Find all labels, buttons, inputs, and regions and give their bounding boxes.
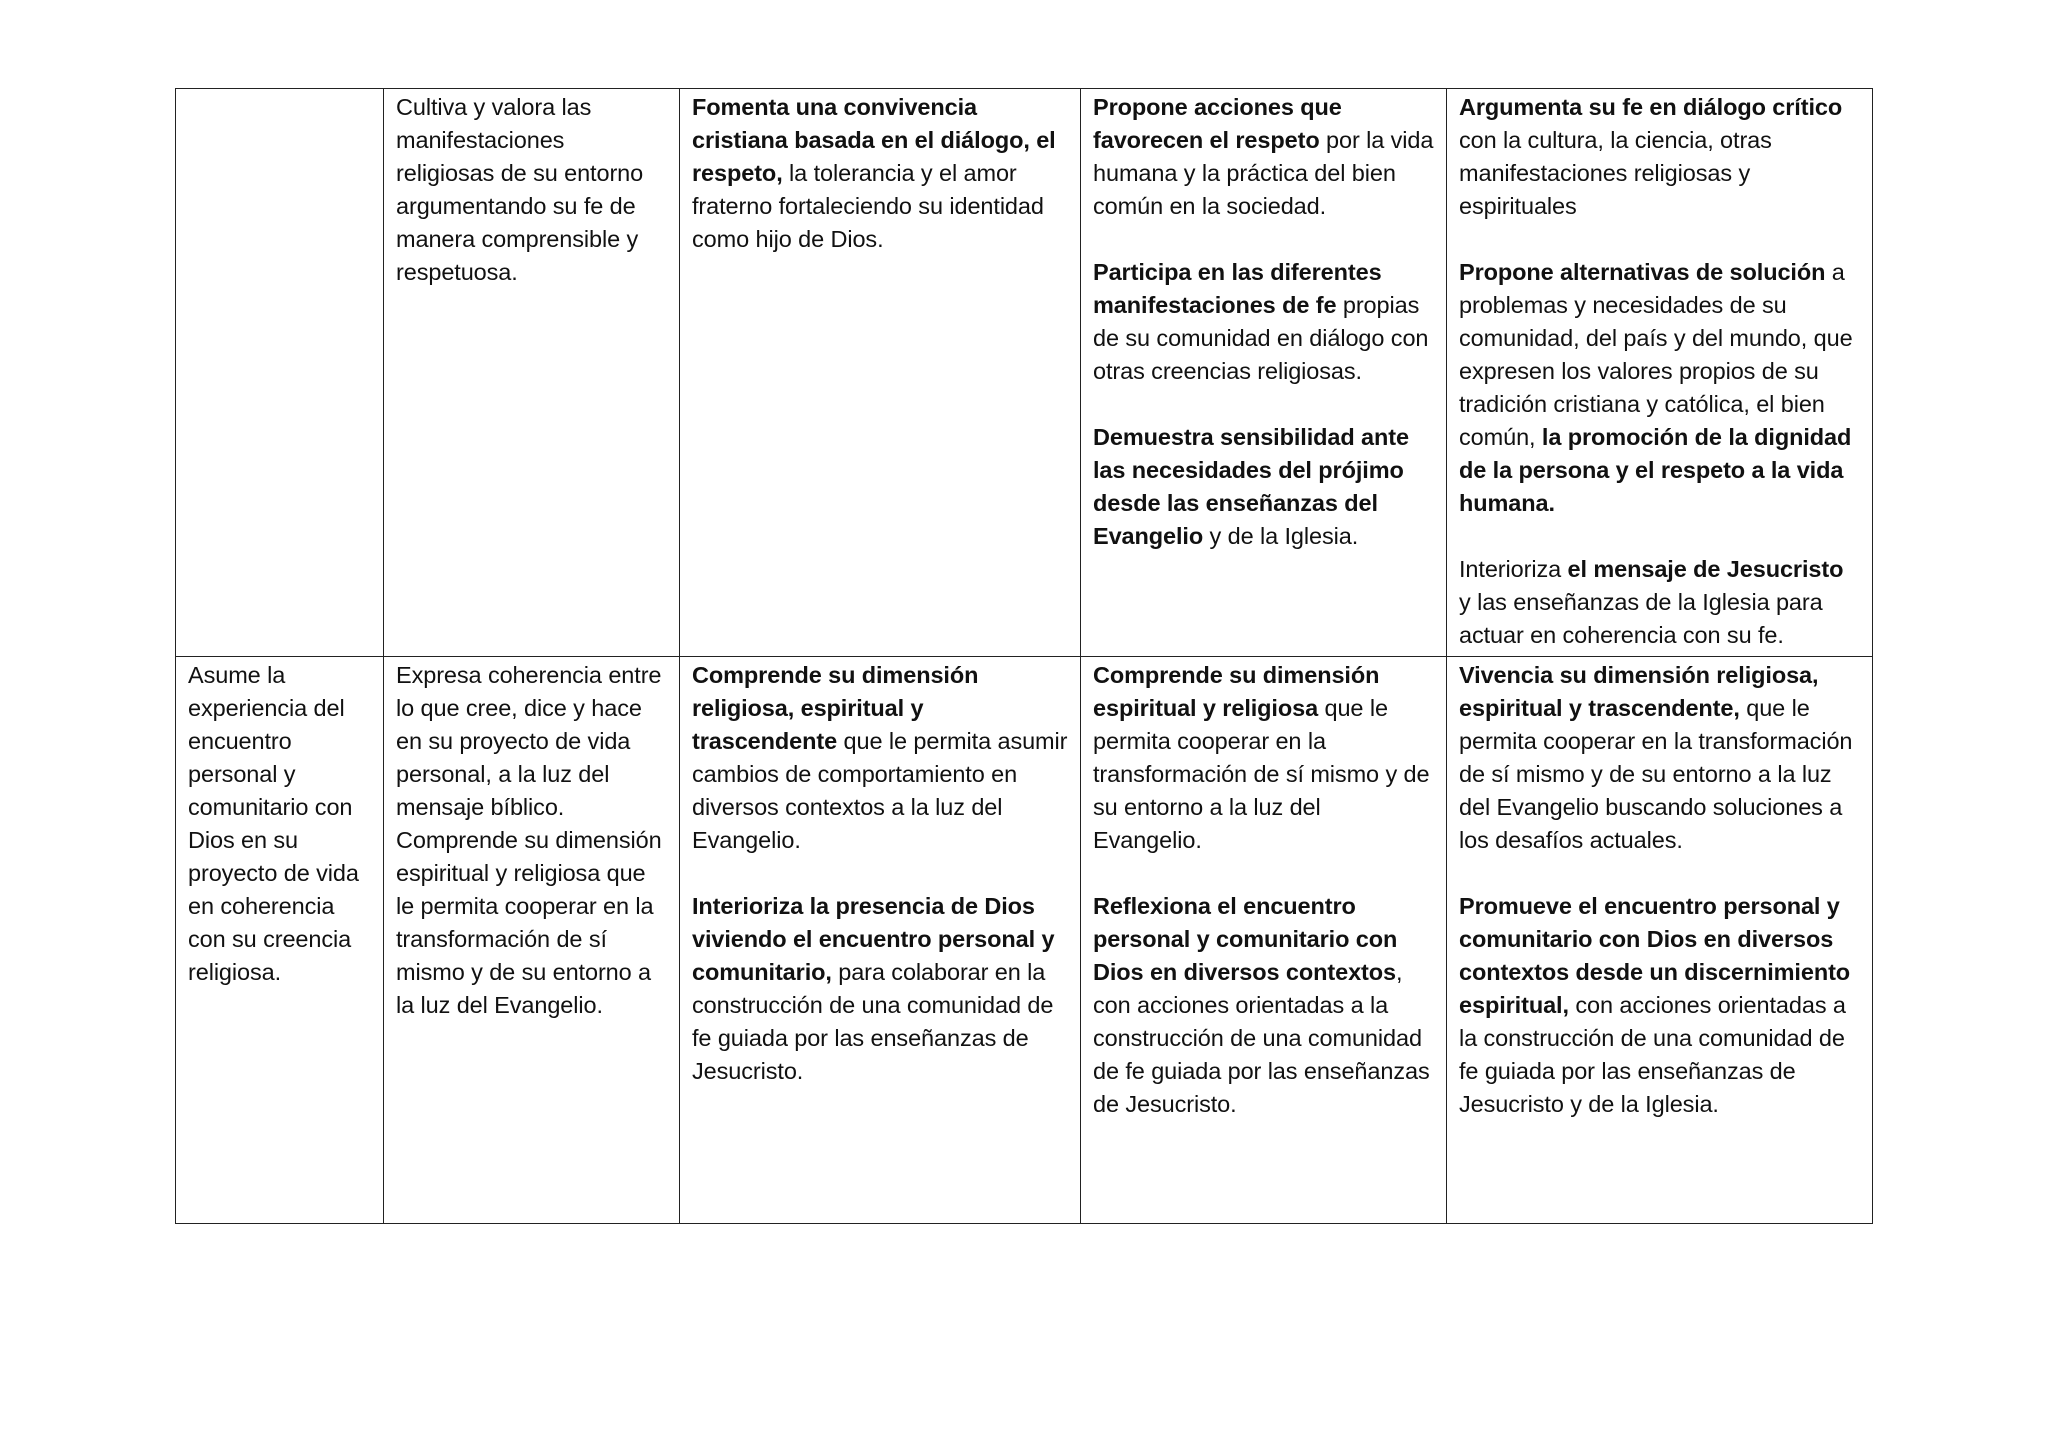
bold-text: Interioriza la presencia de Dios viviendo el encuentro personal y comunitario, [692, 893, 1055, 985]
cell-paragraph [1459, 91, 1860, 223]
table-row [176, 89, 1873, 657]
text: , con acciones orientadas a la construcción de una comunidad de fe guiada por las enseñanzas de Jesucristo. [1093, 959, 1430, 1117]
cell-paragraph [692, 890, 1068, 1088]
competency-cell [176, 657, 384, 1224]
cell-paragraph [396, 659, 667, 1022]
cell-paragraph [1093, 421, 1434, 553]
text: Interioriza [1459, 556, 1568, 582]
text: con acciones orientadas a la construcción de una comunidad de fe guiada por las enseñanzas de Jesucristo y de la Iglesia. [1459, 992, 1846, 1117]
bold-text: Comprende su dimensión religiosa, espiritual y trascendente [692, 662, 979, 754]
bold-text: la promoción de la dignidad de la persona y el respeto a la vida humana. [1459, 424, 1852, 516]
competencies-table [175, 88, 1873, 1224]
cell-paragraph [692, 659, 1068, 857]
bold-text: Propone acciones que favorecen el respeto [1093, 94, 1342, 153]
indicator-cell [680, 89, 1081, 657]
bold-text: Propone alternativas de solución [1459, 259, 1826, 285]
bold-text: Demuestra sensibilidad ante las necesidades del prójimo desde las enseñanzas del Evangelio [1093, 424, 1409, 549]
cell-paragraph [1459, 553, 1860, 652]
text: con la cultura, la ciencia, otras manifestaciones religiosas y espirituales [1459, 127, 1772, 219]
bold-text: Vivencia su dimensión religiosa, espiritual y trascendente, [1459, 662, 1819, 721]
bold-text: Fomenta una convivencia cristiana basada en el diálogo, el respeto, [692, 94, 1056, 186]
cell-paragraph [1093, 659, 1434, 857]
indicator-cell [1081, 657, 1447, 1224]
cell-paragraph [692, 91, 1068, 256]
cell-paragraph [1093, 256, 1434, 388]
cell-paragraph [1459, 890, 1860, 1121]
text: y las enseñanzas de la Iglesia para actuar en coherencia con su fe. [1459, 589, 1823, 648]
capacity-cell [384, 657, 680, 1224]
text: a problemas y necesidades de su comunidad, del país y del mundo, que expresen los valores propios de su tradición cristiana y católica, el bien común, [1459, 259, 1853, 450]
cell-paragraph [188, 659, 371, 989]
cell-paragraph [1093, 91, 1434, 223]
text: que le permita cooperar en la transformación de sí mismo y de su entorno a la luz del Evangelio. [1093, 695, 1430, 853]
bold-text: el mensaje de Jesucristo [1567, 556, 1844, 582]
capacity-cell [384, 89, 680, 657]
text: para colaborar en la construcción de una comunidad de fe guiada por las enseñanzas de Jesucristo. [692, 959, 1054, 1084]
bold-text: Reflexiona el encuentro personal y comunitario con Dios en diversos contextos [1093, 893, 1398, 985]
text: Cultiva y valora las manifestaciones religiosas de su entorno argumentando su fe de manera comprensible y respetuosa. [396, 94, 644, 285]
indicator-cell [1447, 657, 1873, 1224]
cell-paragraph [1459, 659, 1860, 857]
text: Asume la experiencia del encuentro personal y comunitario con Dios en su proyecto de vida en coherencia con su creencia religiosa. [188, 662, 359, 985]
cell-paragraph [1459, 256, 1860, 520]
text: por la vida humana y la práctica del bien común en la sociedad. [1093, 127, 1434, 219]
competency-cell [176, 89, 384, 657]
cell-paragraph [1093, 890, 1434, 1121]
bold-text: Promueve el encuentro personal y comunitario con Dios en diversos contextos desde un discernimiento espiritual, [1459, 893, 1851, 1018]
text: propias de su comunidad en diálogo con otras creencias religiosas. [1093, 292, 1429, 384]
indicator-cell [1081, 89, 1447, 657]
bold-text: Participa en las diferentes manifestaciones de fe [1093, 259, 1382, 318]
table-row [176, 657, 1873, 1224]
text: que le permita asumir cambios de comportamiento en diversos contextos a la luz del Evangelio. [692, 728, 1068, 853]
cell-paragraph [396, 91, 667, 289]
text: y de la Iglesia. [1203, 523, 1359, 549]
bold-text: Comprende su dimensión espiritual y religiosa [1093, 662, 1380, 721]
text: la tolerancia y el amor fraterno fortaleciendo su identidad como hijo de Dios. [692, 160, 1044, 252]
text: que le permita cooperar en la transformación de sí mismo y de su entorno a la luz del Evangelio buscando soluciones a los desafíos actuales. [1459, 695, 1853, 853]
bold-text: Argumenta su fe en diálogo crítico [1459, 94, 1843, 120]
indicator-cell [680, 657, 1081, 1224]
indicator-cell [1447, 89, 1873, 657]
text: Expresa coherencia entre lo que cree, dice y hace en su proyecto de vida personal, a la luz del mensaje bíblico. Comprende su dimensión espiritual y religiosa que le permita cooperar en la transformación de sí mismo y de su entorno a la luz del Evangelio. [396, 662, 662, 1018]
